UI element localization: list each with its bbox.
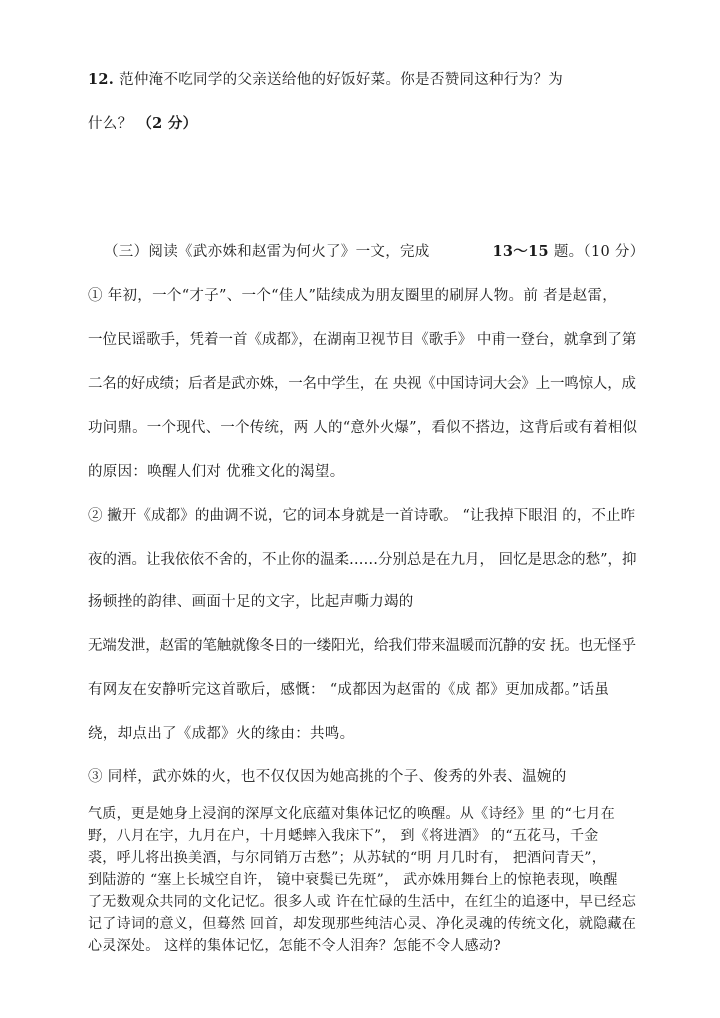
passage-line: 气质，更是她身上浸润的深厚文化底蕴对集体记忆的唤醒。从《诗经》里 的“七月在 [88, 806, 616, 822]
section-heading-suffix: 题。（10 分） [553, 244, 645, 260]
passage-line: 二名的好成绩；后者是武亦姝，一名中学生，在 央视《中国诗词大会》上一鸣惊人，成 [88, 376, 636, 392]
section-heading [104, 242, 645, 262]
passage-line: 无端发泄，赵雷的笔触就像冬日的一缕阳光，给我们带来温暖而沉静的安 抚。也无怪乎 [88, 638, 636, 654]
passage-line: 到陆游的 “塞上长城空自许， 镜中衰鬓已先斑”， 武亦姝用舞台上的惊艳表现，唤醒 [88, 872, 618, 888]
passage-line: ③ 同样，武亦姝的火，也不仅仅因为她高挑的个子、俊秀的外表、温婉的 [88, 769, 567, 785]
passage-line: 功问鼎。一个现代、一个传统，两 人的“意外火爆”，看似不搭边，这背后或有着相似 [88, 420, 638, 436]
question-score: （2 分） [137, 115, 198, 132]
passage-line: 的原因：唤醒人们对 优雅文化的渴望。 [88, 464, 345, 480]
section-heading-range: 13～15 [492, 243, 549, 260]
passage-line: 心灵深处。 这样的集体记忆，怎能不令人泪奔？怎能不令人感动? [88, 938, 501, 954]
passage-line: 扬顿挫的韵律、画面十足的文字，比起声嘶力竭的 [88, 594, 414, 610]
passage-line: 绕，却点出了《成都》火的缘由：共鸣。 [88, 726, 355, 742]
question-12-line-1 [88, 70, 563, 90]
passage-line: ② 撇开《成都》的曲调不说，它的词本身就是一首诗歌。 “让我掉下眼泪 的，不止昨 [88, 508, 636, 524]
passage-line: 了无数观众共同的文化记忆。很多人或 许在忙碌的生活中，在红尘的追逐中，早已经忘 [88, 894, 637, 910]
passage-line: 夜的酒。让我依依不舍的，不止你的温柔……分别总是在九月， 回忆是思念的愁”，抑 [88, 552, 637, 568]
question-text-cont: 什么？ [88, 116, 133, 132]
passage-line: 记了诗词的意义，但蓦然 回首，却发现那些纯洁心灵、净化灵魂的传统文化，就隐藏在 [88, 916, 637, 932]
question-text: 范仲淹不吃同学的父亲送给他的好饭好菜。你是否赞同这种行为？为 [119, 72, 564, 88]
question-12-line-2 [88, 114, 197, 134]
passage-line: ① 年初，一个“才子”、一个“佳人”陆续成为朋友圈里的刷屏人物。前 者是赵雷， [88, 288, 618, 304]
passage-line: 有网友在安静听完这首歌后，感慨： “成都因为赵雷的《成 都》更加成都。”话虽 [88, 682, 610, 698]
passage-line: 一位民谣歌手，凭着一首《成都》，在湖南卫视节目《歌手》 中甫一登台，就拿到了第 [88, 332, 637, 348]
section-heading-prefix: （三）阅读《武亦姝和赵雷为何火了》一文，完成 [104, 244, 430, 260]
passage-line: 裘，呼儿将出换美酒，与尔同销万古愁”；从苏轼的“明 月几时有， 把酒问青天”， [88, 850, 607, 866]
passage-line: 野，八月在宇，九月在户，十月蟋蟀入我床下”， 到《将进酒》 的“五花马，千金 [88, 828, 599, 844]
question-number: 12. [88, 71, 115, 88]
